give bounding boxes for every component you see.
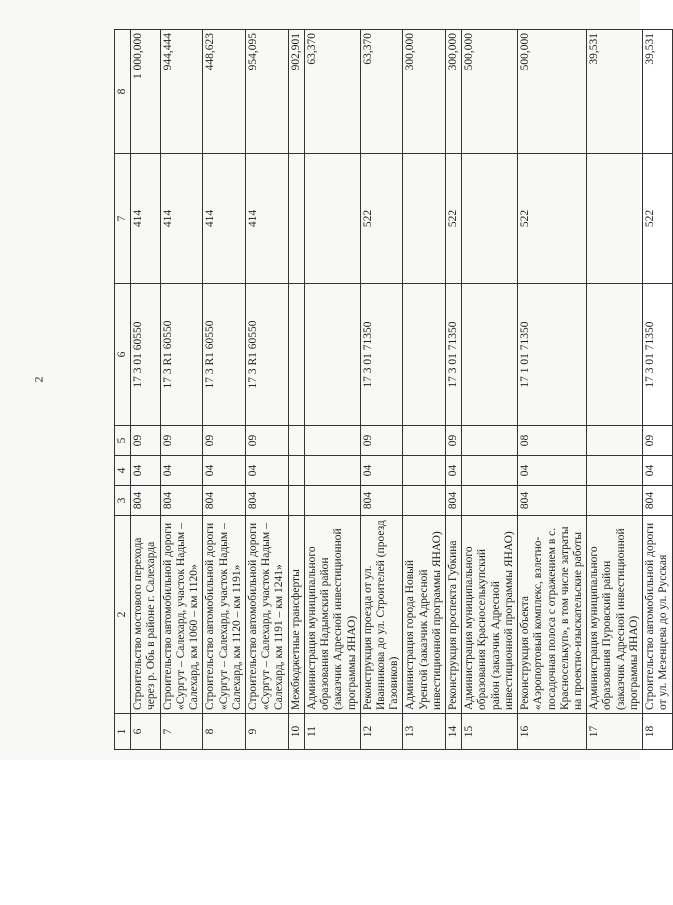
header-cell: 4 (115, 456, 131, 486)
code-6-cell: 17 3 R1 60550 (203, 284, 246, 426)
amount-cell: 448,623 (203, 30, 246, 154)
row-number-cell: 8 (203, 714, 246, 750)
row-name-cell: Администрация муниципального образования Пуровский район (заказчик Адресной инвестиционной программы ЯНАО) (587, 516, 643, 714)
table-row (245, 30, 288, 750)
table-body (115, 30, 673, 750)
table-row (643, 30, 672, 750)
row-number-cell: 16 (518, 714, 587, 750)
table-header-row (115, 30, 131, 750)
code-5-cell (288, 426, 304, 456)
row-number-cell: 15 (462, 714, 518, 750)
code-6-cell: 17 3 01 71350 (643, 284, 672, 426)
budget-table (114, 29, 673, 750)
code-5-cell (403, 426, 446, 456)
row-name-cell: Строительство автомобильной дороги «Сургут – Салехард, участок Надым – Салехард, км 1191 – км 1241» (245, 516, 288, 714)
code-6-cell: 17 1 01 71350 (518, 284, 587, 426)
code-4-cell: 04 (160, 456, 203, 486)
code-3-cell: 804 (131, 486, 160, 516)
code-7-cell: 414 (203, 154, 246, 284)
row-name-cell: Администрация муниципального образования Красноселькупский район (заказчик Адресной инвестиционной программы ЯНАО) (462, 516, 518, 714)
row-name-cell: Реконструкция проезда от ул. Иванникова до ул. Строителей (проезд Газовиков) (360, 516, 403, 714)
code-4-cell: 04 (203, 456, 246, 486)
row-name-cell: Реконструкция проспекта Губкина (446, 516, 462, 714)
code-3-cell (587, 486, 643, 516)
row-name-cell: Реконструкция объекта «Аэропортовый комплекс, взлетно-посадочная полоса с отражением в с. Красноселькуп», в том числе затраты на проектно-изыскательские работы (518, 516, 587, 714)
code-7-cell (288, 154, 304, 284)
code-5-cell (462, 426, 518, 456)
row-name-cell: Администрация города Новый Уренгой (заказчик Адресной инвестиционной программы ЯНАО) (403, 516, 446, 714)
amount-cell: 63,370 (304, 30, 360, 154)
row-number-cell: 18 (643, 714, 672, 750)
header-cell: 1 (115, 714, 131, 750)
code-6-cell (304, 284, 360, 426)
amount-cell: 954,095 (245, 30, 288, 154)
row-number-cell: 17 (587, 714, 643, 750)
code-4-cell: 04 (643, 456, 672, 486)
code-4-cell (403, 456, 446, 486)
amount-cell: 63,370 (360, 30, 403, 154)
code-4-cell: 04 (446, 456, 462, 486)
code-6-cell (462, 284, 518, 426)
code-5-cell: 09 (643, 426, 672, 456)
table-row (360, 30, 403, 750)
code-6-cell (587, 284, 643, 426)
header-cell: 3 (115, 486, 131, 516)
code-5-cell (587, 426, 643, 456)
code-6-cell: 17 3 R1 60550 (245, 284, 288, 426)
row-number-cell: 7 (160, 714, 203, 750)
code-4-cell (587, 456, 643, 486)
code-4-cell (304, 456, 360, 486)
code-7-cell: 522 (518, 154, 587, 284)
code-6-cell: 17 3 01 60550 (131, 284, 160, 426)
code-3-cell (403, 486, 446, 516)
row-number-cell: 13 (403, 714, 446, 750)
header-cell: 2 (115, 516, 131, 714)
table-row (587, 30, 643, 750)
code-3-cell: 804 (446, 486, 462, 516)
row-name-cell: Строительство автомобильной дороги «Сургут – Салехард, участок Надым – Салехард, км 1120 – км 1191» (203, 516, 246, 714)
code-3-cell: 804 (518, 486, 587, 516)
code-7-cell: 414 (245, 154, 288, 284)
row-number-cell: 11 (304, 714, 360, 750)
header-cell: 6 (115, 284, 131, 426)
code-7-cell (403, 154, 446, 284)
code-4-cell: 04 (518, 456, 587, 486)
row-name-cell: Строительство мостового перехода через р. Обь в районе г. Салехарда (131, 516, 160, 714)
code-6-cell: 17 3 01 71350 (360, 284, 403, 426)
code-4-cell (288, 456, 304, 486)
row-number-cell: 10 (288, 714, 304, 750)
page-number: 2 (31, 376, 46, 383)
table-row (446, 30, 462, 750)
amount-cell: 300,000 (446, 30, 462, 154)
table-row (288, 30, 304, 750)
table-row (304, 30, 360, 750)
row-number-cell: 14 (446, 714, 462, 750)
row-name-cell: Строительство автомобильной дороги «Сургут – Салехард, участок Надым – Салехард, км 1060 – км 1120» (160, 516, 203, 714)
code-7-cell: 414 (131, 154, 160, 284)
header-cell: 8 (115, 30, 131, 154)
row-name-cell: Строительство автомобильной дороги от ул. Мезенцева до ул. Русская (643, 516, 672, 714)
table-rotated-wrapper (114, 30, 670, 750)
code-6-cell (288, 284, 304, 426)
code-7-cell: 414 (160, 154, 203, 284)
code-5-cell: 09 (160, 426, 203, 456)
row-name-cell: Администрация муниципального образования Надымский район (заказчик Адресной инвестиционной программы ЯНАО) (304, 516, 360, 714)
code-4-cell: 04 (360, 456, 403, 486)
code-5-cell: 09 (446, 426, 462, 456)
code-7-cell: 522 (360, 154, 403, 284)
table-row (131, 30, 160, 750)
code-5-cell: 09 (131, 426, 160, 456)
code-5-cell (304, 426, 360, 456)
code-3-cell: 804 (245, 486, 288, 516)
amount-cell: 902,901 (288, 30, 304, 154)
code-7-cell: 522 (446, 154, 462, 284)
code-4-cell: 04 (131, 456, 160, 486)
amount-cell: 944,444 (160, 30, 203, 154)
code-7-cell (587, 154, 643, 284)
code-7-cell (304, 154, 360, 284)
code-3-cell (462, 486, 518, 516)
amount-cell: 39,531 (587, 30, 643, 154)
table-row (203, 30, 246, 750)
amount-cell: 500,000 (518, 30, 587, 154)
code-5-cell: 09 (360, 426, 403, 456)
row-number-cell: 12 (360, 714, 403, 750)
code-7-cell: 522 (643, 154, 672, 284)
code-3-cell: 804 (160, 486, 203, 516)
code-3-cell: 804 (643, 486, 672, 516)
row-name-cell: Межбюджетные трансферты (288, 516, 304, 714)
amount-cell: 500,000 (462, 30, 518, 154)
code-3-cell (288, 486, 304, 516)
table-row (160, 30, 203, 750)
code-6-cell: 17 3 R1 60550 (160, 284, 203, 426)
code-3-cell (304, 486, 360, 516)
code-3-cell: 804 (360, 486, 403, 516)
code-4-cell (462, 456, 518, 486)
code-6-cell (403, 284, 446, 426)
code-6-cell: 17 3 01 71350 (446, 284, 462, 426)
header-cell: 7 (115, 154, 131, 284)
code-3-cell: 804 (203, 486, 246, 516)
code-5-cell: 09 (203, 426, 246, 456)
row-number-cell: 6 (131, 714, 160, 750)
header-cell: 5 (115, 426, 131, 456)
code-4-cell: 04 (245, 456, 288, 486)
amount-cell: 1 000,000 (131, 30, 160, 154)
table-row (518, 30, 587, 750)
amount-cell: 300,000 (403, 30, 446, 154)
code-7-cell (462, 154, 518, 284)
amount-cell: 39,531 (643, 30, 672, 154)
code-5-cell: 09 (245, 426, 288, 456)
row-number-cell: 9 (245, 714, 288, 750)
table-row (403, 30, 446, 750)
table-row (462, 30, 518, 750)
code-5-cell: 08 (518, 426, 587, 456)
